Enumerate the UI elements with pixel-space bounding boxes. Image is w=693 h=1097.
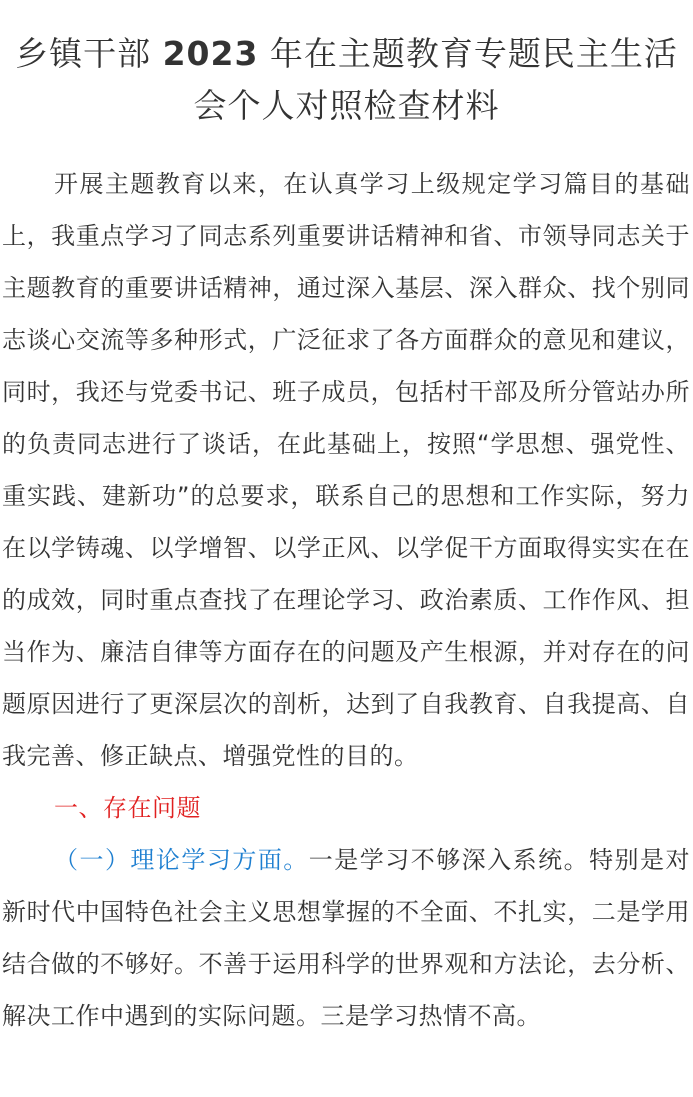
section-heading: 一、存在问题 (54, 794, 201, 822)
title-line1-post: 年在主题教育专题民主生活 (269, 34, 678, 73)
subsection-paragraph (2, 834, 690, 1042)
intro-paragraph: 开展主题教育以来，在认真学习上级规定学习篇目的基础上，我重点学习了同志系列重要讲话精神和省、市领导同志关于主题教育的重要讲话精神，通过深入基层、深入群众、找个别同志谈心交流等多种形式，广泛征求了各方面群众的意见和建议，同时，我还与党委书记、班子成员，包括村干部及所分管站办所的负责同志进行了谈话，在此基础上，按照“学思想、强党性、重实践、建新功”的总要求，联系自己的思想和工作实际，努力在以学铸魂、以学增智、以学正风、以学促干方面取得实实在在的成效，同时重点查找了在理论学习、政治素质、工作作风、担当作为、廉洁自律等方面存在的问题及产生根源，并对存在的问题原因进行了更深层次的剖析，达到了自我教育、自我提高、自我完善、修正缺点、增强党性的目的。 (2, 170, 690, 770)
document-title (0, 0, 693, 132)
subsection-heading: （一）理论学习方面。 (54, 846, 309, 874)
title-line1 (15, 34, 678, 73)
title-year: 2023 (162, 34, 259, 73)
subsection-text: 一是学习不够深入系统。特别是对新时代中国特色社会主义思想掌握的不全面、不扎实，二是学用结合做的不够好。不善于运用科学的世界观和方法论，去分析、解决工作中遇到的实际问题。三是学习热情不高。 (2, 846, 691, 1030)
title-line2: 会个人对照检查材料 (193, 86, 500, 125)
title-line1-pre: 乡镇干部 (15, 34, 152, 73)
document-body (2, 158, 690, 1042)
